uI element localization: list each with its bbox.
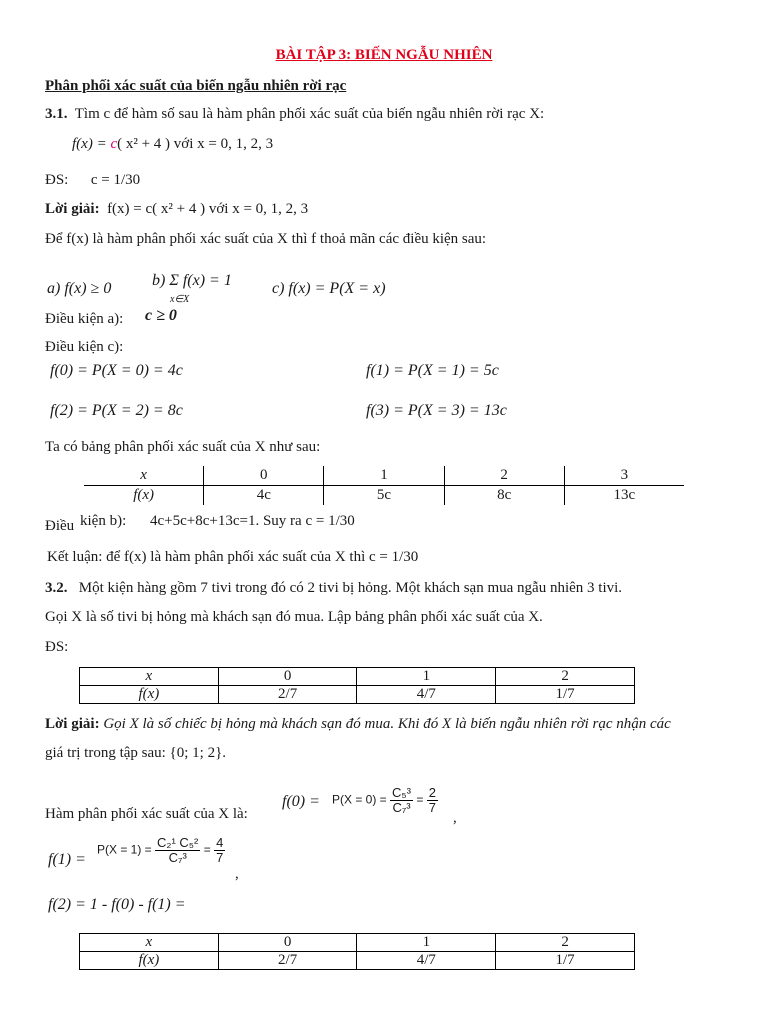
condition-b-label-2: kiện b): [80,513,127,529]
comma: , [235,866,239,882]
f1-lhs: f(1) = [48,851,86,868]
condition-a-label: Điều kiện a): [45,311,124,327]
table-intro: Ta có bảng phân phối xác suất của X như sau: [45,439,321,455]
condition-b-sub: x∈X [170,294,190,305]
solution-3-2 [45,716,671,733]
table-cell: x [80,668,219,686]
formula [72,136,273,153]
f1-prob: P(X = 1) = [97,842,152,857]
table-cell: 1 [357,934,496,952]
ds-label-2: ĐS: [45,639,69,655]
section-heading: Phân phối xác suất của biến ngẫu nhiên rời rạc [45,78,347,94]
answer-line [45,172,140,189]
solution-formula: f(x) = c( x² + 4 ) với x = 0, 1, 2, 3 [107,201,309,217]
distribution-table-3 [79,933,635,970]
f2-eq: f(2) = P(X = 2) = 8c [50,402,183,419]
f0-result-num: 2 [428,785,436,800]
formula-lhs: f(x) = [72,136,107,152]
f1-result [214,836,225,865]
f0-eq: f(0) = P(X = 0) = 4c [50,362,183,379]
condition-b-label-1: Điều [45,518,75,534]
f3-eq: f(3) = P(X = 3) = 13c [366,402,507,419]
condition-b-value: 4c+5c+8c+13c=1. Suy ra c = 1/30 [150,513,355,529]
condition-a-value: c ≥ 0 [145,307,177,324]
table-cell: x [84,466,204,486]
table-cell: f(x) [133,487,155,503]
f0-result [427,786,438,815]
condition-a: a) f(x) ≥ 0 [47,280,112,297]
f1-denominator: C₇³ [168,850,187,865]
conclusion: Kết luận: để f(x) là hàm phân phối xác suất của X thì c = 1/30 [47,549,419,565]
table-cell: 1 [324,466,444,486]
table-cell: 2 [444,466,564,486]
solution-label: Lời giải: [45,716,100,732]
f0-equals: = [416,792,424,807]
table-cell: 0 [204,466,324,486]
page-title: BÀI TẬP 3: BIẾN NGẪU NHIÊN [275,47,493,63]
f0-denominator: C₇³ [392,800,411,815]
table-cell: 1/7 [496,686,635,704]
conditions-intro: Để f(x) là hàm phân phối xác suất của X thì f thoả mãn các điều kiện sau: [45,231,487,247]
f1-equals: = [203,842,211,857]
ds-value: c = 1/30 [90,172,141,188]
solution-label: Lời giải: [45,201,100,217]
distribution-table-1 [84,466,684,505]
ds-label: ĐS: [45,172,69,188]
table-cell: 13c [564,486,684,506]
table-cell: 0 [218,934,357,952]
problem-number: 3.2. [45,580,68,596]
f0-formula [332,786,438,815]
comma: , [453,810,457,826]
table-cell: 2 [496,668,635,686]
f1-formula [97,836,225,865]
table-cell: f(x) [80,686,219,704]
f0-numerator: C₅³ [392,785,412,800]
table-cell: x [80,934,219,952]
condition-c-label: Điều kiện c): [45,339,124,355]
table-cell: 4c [204,486,324,506]
problem-number: 3.1. [45,106,68,122]
solution-text-2: giá trị trong tập sau: {0; 1; 2}. [45,745,227,761]
table-cell: 2 [496,934,635,952]
table-cell: 0 [218,668,357,686]
f1-result-num: 4 [216,835,224,850]
table-cell: 2/7 [218,952,357,970]
f1-eq: f(1) = P(X = 1) = 5c [366,362,499,379]
condition-b: b) Σ f(x) = 1 [152,272,232,289]
solution-text: Gọi X là số chiếc bị hỏng mà khách sạn đó mua. Khi đó X là biến ngẫu nhiên rời rạc nhận các [103,716,671,732]
table-cell: 8c [444,486,564,506]
f0-result-den: 7 [428,800,436,815]
table-cell: 2/7 [218,686,357,704]
solution-line [45,201,308,218]
table-cell: 5c [324,486,444,506]
table-cell: 1 [357,668,496,686]
f2-formula: f(2) = 1 - f(0) - f(1) = [48,896,186,913]
f0-lhs: f(0) = [282,793,320,810]
table-cell: 3 [564,466,684,486]
distribution-table-2 [79,667,635,704]
distribution-label: Hàm phân phối xác suất của X là: [45,806,248,822]
table-cell: 4/7 [357,686,496,704]
f1-numerator: C₂¹ C₅² [157,835,199,850]
problem-3-1 [45,106,544,123]
f1-result-den: 7 [216,850,224,865]
f1-fraction [155,836,200,865]
table-cell: 1/7 [496,952,635,970]
formula-rhs: ( x² + 4 ) với x = 0, 1, 2, 3 [117,136,274,152]
f0-prob: P(X = 0) = [332,792,387,807]
table-cell: 4/7 [357,952,496,970]
table-cell: f(x) [80,952,219,970]
problem-text: Một kiện hàng gồm 7 tivi trong đó có 2 tivi bị hỏng. Một khách sạn mua ngẫu nhiên 3 tivi. [78,580,623,596]
f0-fraction [390,786,413,815]
formula-c: c [110,136,118,152]
problem-3-2 [45,580,622,597]
condition-c: c) f(x) = P(X = x) [272,280,386,297]
problem-text-2: Gọi X là số tivi bị hỏng mà khách sạn đó mua. Lập bảng phân phối xác suất của X. [45,609,543,625]
problem-text: Tìm c để hàm số sau là hàm phân phối xác suất của biến ngẫu nhiên rời rạc X: [74,106,545,122]
